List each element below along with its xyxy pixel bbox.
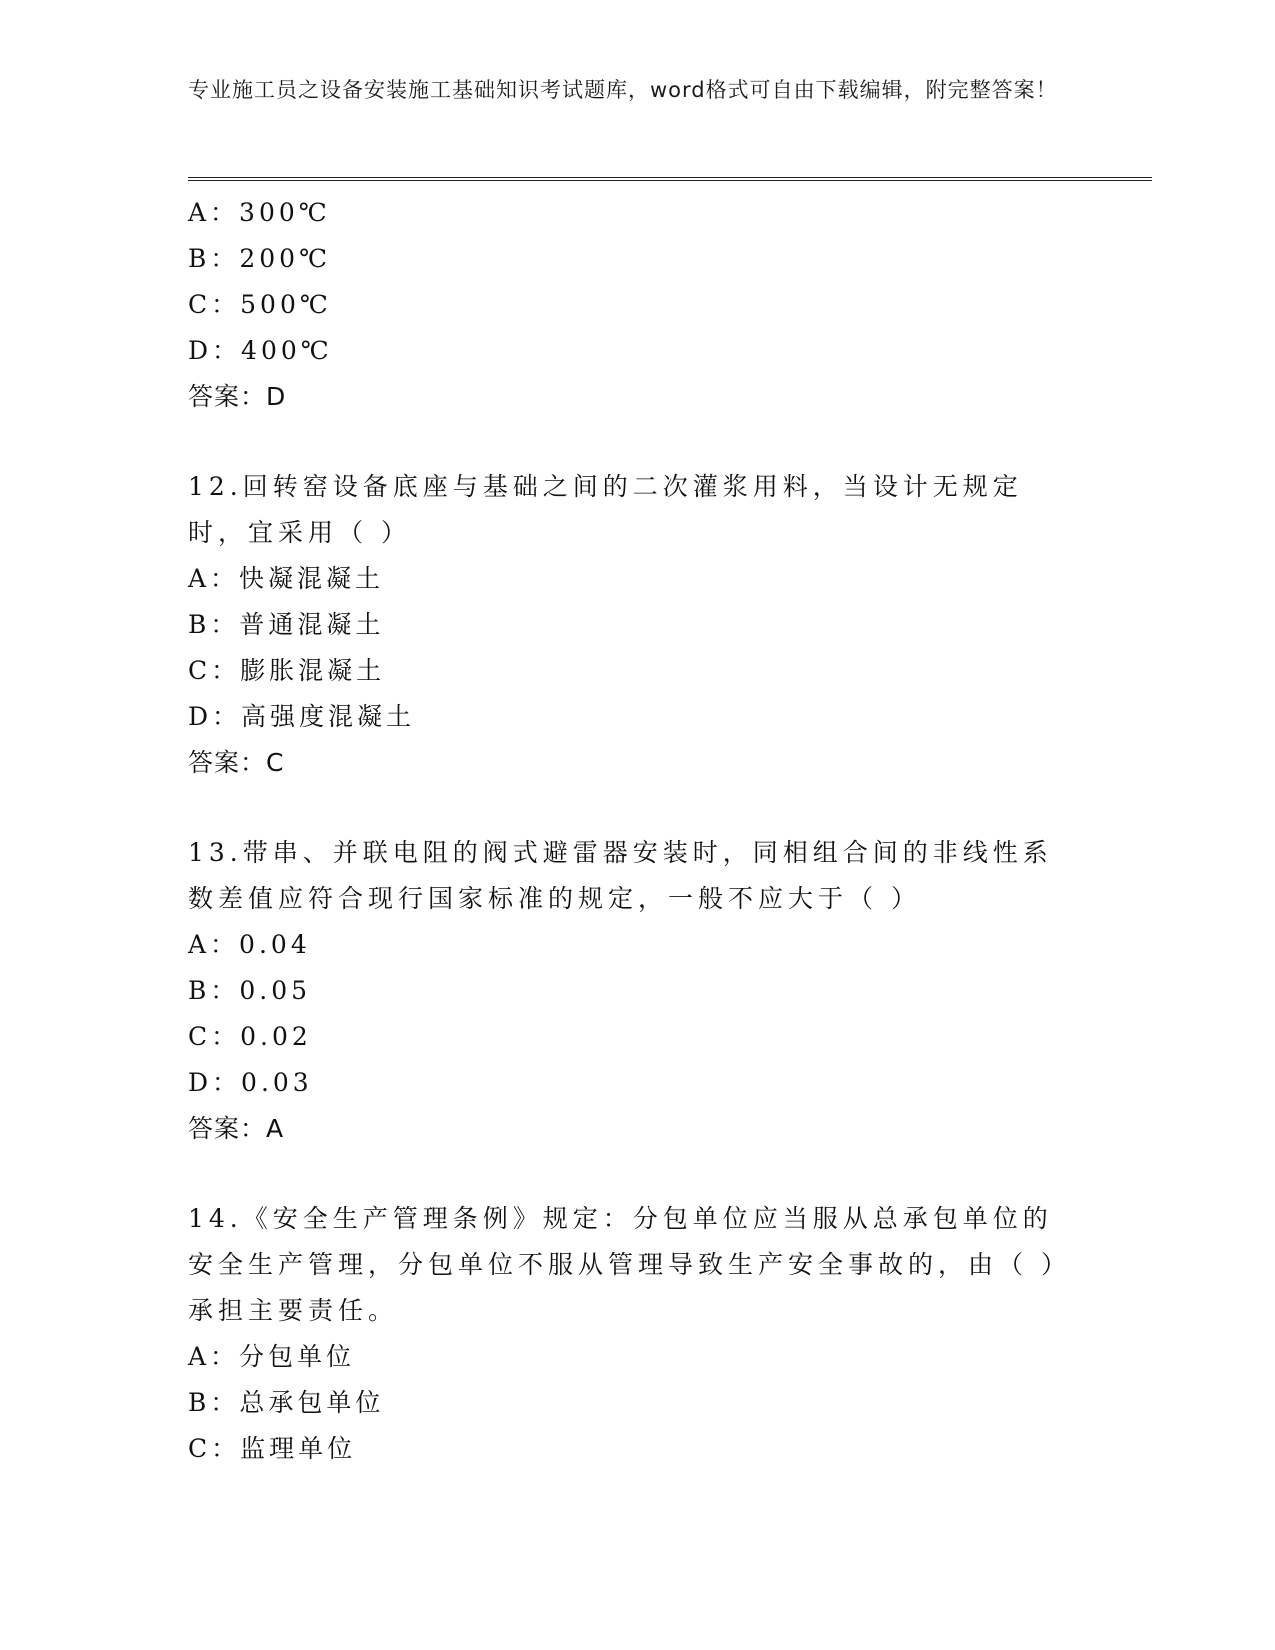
question-block-14	[188, 1196, 1068, 1472]
answer-line: 答案：C	[188, 748, 285, 777]
answer-line: 答案：A	[188, 1114, 285, 1143]
question-block-11	[188, 190, 1068, 420]
option-a: A：0.04	[188, 930, 311, 959]
option-b: B：总承包单位	[188, 1388, 385, 1417]
option-b: B：0.05	[188, 976, 312, 1005]
option-c: C：膨胀混凝土	[188, 656, 386, 685]
question-block-12	[188, 464, 1068, 786]
option-a: A：300℃	[188, 198, 331, 227]
option-c: C：500℃	[188, 290, 332, 319]
option-d: D：400℃	[188, 336, 333, 365]
block-spacer	[188, 786, 1068, 830]
option-b: B：普通混凝土	[188, 610, 385, 639]
option-a: A：快凝混凝土	[188, 564, 385, 593]
option-b: B：200℃	[188, 244, 332, 273]
block-spacer	[188, 420, 1068, 464]
option-a: A：分包单位	[188, 1342, 356, 1371]
question-list	[188, 190, 1068, 1472]
option-d: D：0.03	[188, 1068, 313, 1097]
block-spacer	[188, 1152, 1068, 1196]
answer-line: 答案：D	[188, 382, 287, 411]
document-header: 专业施工员之设备安装施工基础知识考试题库，word格式可自由下载编辑，附完整答案！	[188, 78, 1058, 102]
option-c: C：监理单位	[188, 1434, 357, 1463]
question-block-13	[188, 830, 1068, 1152]
option-c: C：0.02	[188, 1022, 312, 1051]
question-text: 14.《安全生产管理条例》规定：分包单位应当服从总承包单位的安全生产管理，分包单位不服从管理导致生产安全事故的，由（ ）承担主要责任。	[188, 1204, 1059, 1325]
question-text: 13.带串、并联电阻的阀式避雷器安装时，同相组合间的非线性系数差值应符合现行国家标准的规定，一般不应大于（ ）	[188, 838, 1053, 913]
question-text: 12.回转窑设备底座与基础之间的二次灌浆用料，当设计无规定时，宜采用（ ）	[188, 472, 1023, 547]
option-d: D：高强度混凝土	[188, 702, 416, 731]
header-divider	[188, 177, 1152, 181]
